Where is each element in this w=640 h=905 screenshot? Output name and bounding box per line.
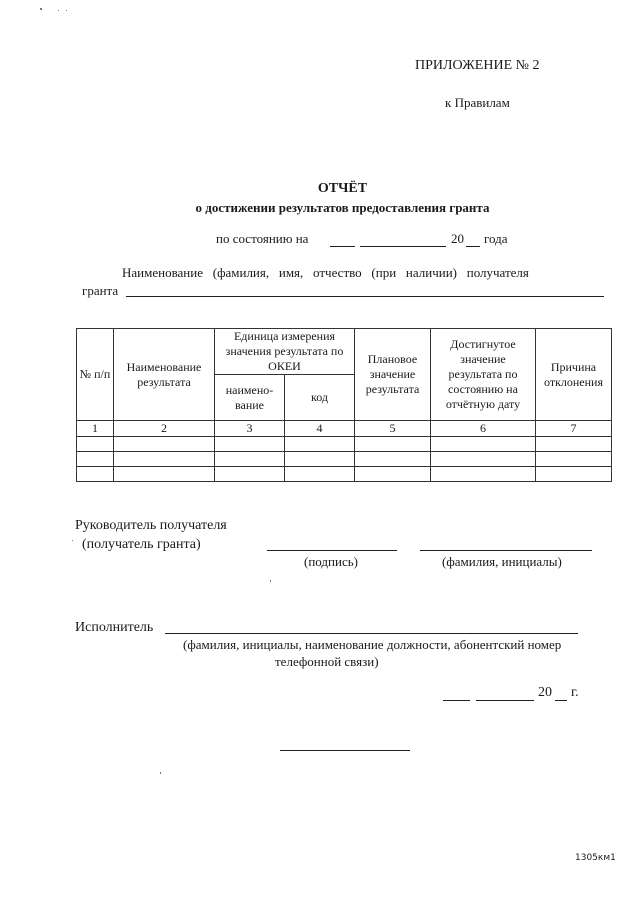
- date-suffix: года: [484, 231, 508, 246]
- table-cell[interactable]: [77, 467, 114, 482]
- col-header-unit-name: наимено-вание: [215, 375, 285, 421]
- table-cell[interactable]: [114, 452, 215, 467]
- col-header-number: № п/п: [77, 329, 114, 421]
- date-day-field[interactable]: [330, 246, 355, 247]
- column-number: 5: [355, 421, 431, 437]
- executor-label: Исполнитель: [75, 620, 154, 635]
- table-cell[interactable]: [215, 452, 285, 467]
- column-number: 6: [431, 421, 536, 437]
- date-month-field[interactable]: [360, 246, 446, 247]
- scan-speck: [66, 10, 67, 11]
- table-cell[interactable]: [536, 467, 612, 482]
- table-row: [77, 437, 612, 452]
- scan-speck: [72, 540, 73, 541]
- closing-date-month-field[interactable]: [476, 700, 534, 701]
- scan-speck: [40, 8, 42, 10]
- date-year-field[interactable]: [466, 246, 480, 247]
- column-number: 7: [536, 421, 612, 437]
- head-label: Руководитель получателя: [75, 518, 227, 533]
- recipient-name-field[interactable]: [126, 296, 604, 297]
- document-code: 1305км1: [575, 853, 616, 863]
- table-row: [77, 467, 612, 482]
- scan-speck: [270, 580, 271, 582]
- table-cell[interactable]: [285, 452, 355, 467]
- table-cell[interactable]: [285, 467, 355, 482]
- table-cell[interactable]: [355, 467, 431, 482]
- table-cell[interactable]: [431, 467, 536, 482]
- executor-field[interactable]: [165, 633, 578, 634]
- col-header-unit-code: код: [285, 375, 355, 421]
- executor-caption-cont: телефонной связи): [275, 654, 379, 669]
- results-table: [76, 328, 612, 482]
- head-label-cont: (получатель гранта): [82, 537, 201, 552]
- column-number: 2: [114, 421, 215, 437]
- table-cell[interactable]: [114, 437, 215, 452]
- recipient-label: Наименование (фамилия, имя, отчество (при наличии) получателя: [122, 265, 529, 280]
- date-century: 20: [451, 231, 464, 246]
- table-cell[interactable]: [215, 437, 285, 452]
- closing-date-suffix: г.: [571, 685, 579, 700]
- appendix-title: ПРИЛОЖЕНИЕ № 2: [415, 58, 540, 73]
- column-numbers-row: [77, 421, 612, 437]
- as-of-date-prefix: по состоянию на: [216, 231, 309, 246]
- closing-date-day-field[interactable]: [443, 700, 470, 701]
- signature-caption: (подпись): [304, 554, 358, 569]
- recipient-label-cont: гранта: [82, 283, 119, 298]
- executor-caption: (фамилия, инициалы, наименование должности, абонентский номер: [183, 637, 562, 652]
- column-number: 3: [215, 421, 285, 437]
- column-number: 4: [285, 421, 355, 437]
- col-header-achieved: Достигнутое значение результата по состоянию на отчётную дату: [431, 329, 536, 421]
- col-header-reason: Причина отклонения: [536, 329, 612, 421]
- column-number: 1: [77, 421, 114, 437]
- table-cell[interactable]: [431, 452, 536, 467]
- closing-date-year-field[interactable]: [555, 700, 567, 701]
- table-cell[interactable]: [355, 437, 431, 452]
- table-cell[interactable]: [355, 452, 431, 467]
- col-header-unit-group: Единица измерения значения результата по ОКЕИ: [215, 329, 355, 375]
- table-cell[interactable]: [285, 437, 355, 452]
- table-cell[interactable]: [77, 437, 114, 452]
- report-title: ОТЧЁТ: [317, 181, 368, 196]
- table-row: [77, 452, 612, 467]
- scan-speck: [58, 10, 59, 11]
- report-subtitle: о достижении результатов предоставления гранта: [195, 200, 490, 215]
- fullname-caption: (фамилия, инициалы): [442, 554, 562, 569]
- scan-speck: [160, 772, 161, 774]
- table-cell[interactable]: [536, 452, 612, 467]
- table-cell[interactable]: [536, 437, 612, 452]
- table-cell[interactable]: [431, 437, 536, 452]
- end-separator: [280, 750, 410, 751]
- closing-date-century: 20: [538, 685, 552, 700]
- table-cell[interactable]: [114, 467, 215, 482]
- col-header-result-name: Наименование результата: [114, 329, 215, 421]
- col-header-planned: Плановое значение результата: [355, 329, 431, 421]
- signature-field[interactable]: [267, 550, 397, 551]
- table-cell[interactable]: [215, 467, 285, 482]
- to-rules-label: к Правилам: [445, 95, 510, 110]
- table-cell[interactable]: [77, 452, 114, 467]
- fullname-field[interactable]: [420, 550, 592, 551]
